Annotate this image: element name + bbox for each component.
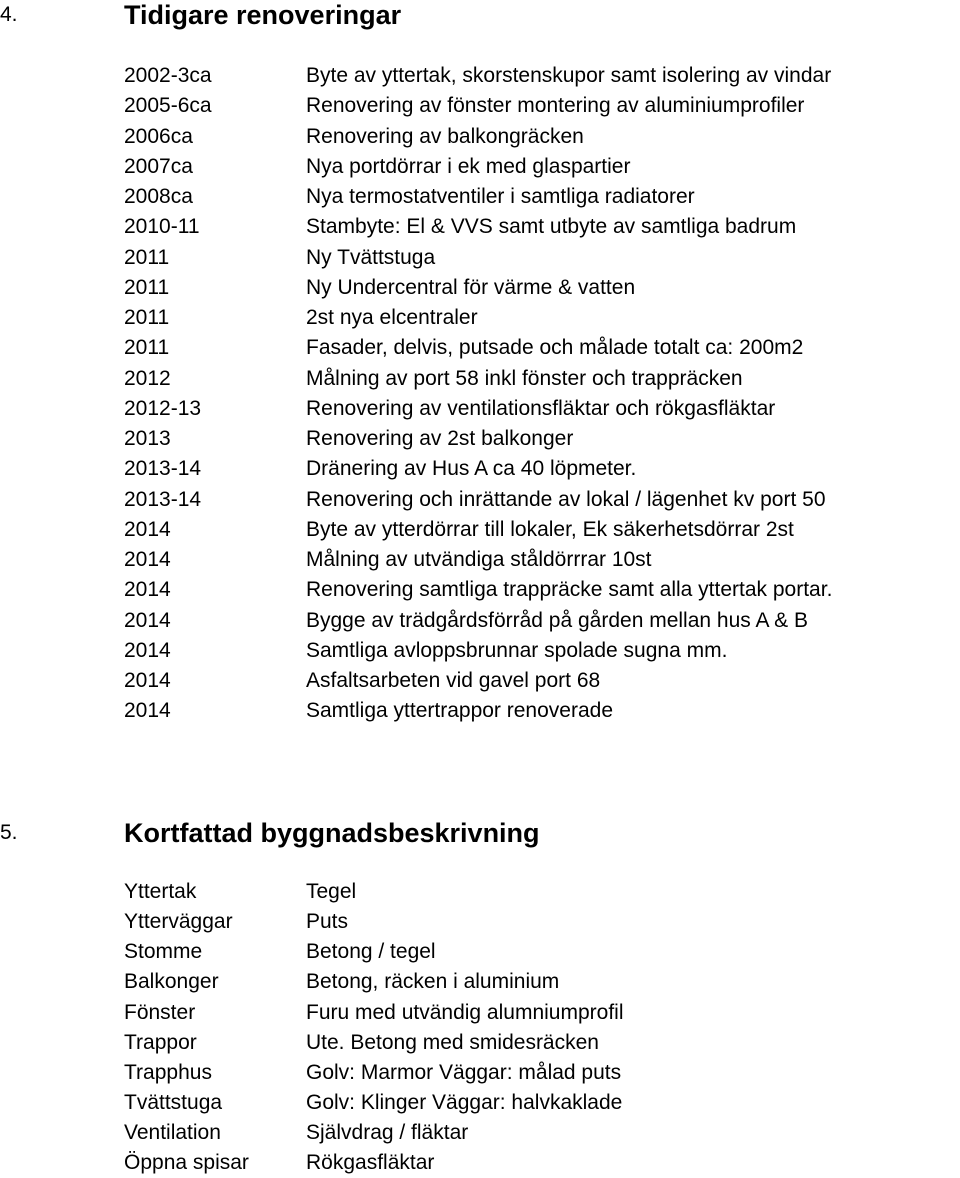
list-item [0, 333, 960, 363]
list-item [0, 364, 960, 394]
description: Nya portdörrar i ek med glaspartier [306, 154, 631, 178]
description: 2st nya elcentraler [306, 306, 478, 329]
year: 2007ca [124, 154, 193, 178]
list-item [0, 1118, 960, 1148]
description: Bygge av trädgårdsförråd på gården mellan hus A & B [306, 608, 808, 632]
description: Ny Undercentral för värme & vatten [306, 275, 636, 299]
list-item [0, 182, 960, 212]
year: 2011 [124, 245, 170, 269]
list-item [0, 937, 960, 967]
renovation-list [0, 61, 960, 727]
section-title: Kortfattad byggnadsbeskrivning [124, 818, 540, 848]
list-item [0, 606, 960, 636]
list-item [0, 91, 960, 121]
list-item [0, 1148, 960, 1178]
year: 2005-6ca [124, 94, 212, 118]
description: Byte av yttertak, skorstenskupor samt isolering av vindar [306, 64, 832, 87]
list-item [0, 152, 960, 182]
list-item [0, 545, 960, 575]
description: Stambyte: El & VVS samt utbyte av samtliga badrum [306, 215, 797, 239]
description: Fasader, delvis, putsade och målade totalt ca: 200m2 [306, 336, 804, 360]
year: 2013 [124, 427, 171, 450]
year: 2014 [124, 669, 171, 692]
year: 2006ca [124, 124, 193, 148]
description: Byte av ytterdörrar till lokaler, Ek säkerhetsdörrar 2st [306, 517, 794, 541]
list-item [0, 515, 960, 545]
property-value: Puts [306, 910, 349, 934]
description: Asfaltsarbeten vid gavel port 68 [306, 669, 601, 692]
property-label: Öppna spisar [124, 1151, 249, 1175]
year: 2014 [124, 548, 171, 571]
year: 2014 [124, 517, 171, 541]
year: 2014 [124, 638, 171, 662]
year: 2011 [124, 336, 170, 360]
property-value: Betong, räcken i aluminium [306, 970, 560, 994]
list-item [0, 575, 960, 605]
list-item [0, 424, 960, 454]
description: Målning av utvändiga ståldörrrar 10st [306, 548, 652, 571]
list-item [0, 967, 960, 997]
year: 2013-14 [124, 487, 202, 511]
list-item [0, 1028, 960, 1058]
section-number: 5. [0, 821, 18, 844]
property-value: Betong / tegel [306, 940, 436, 964]
year: 2012-13 [124, 396, 202, 420]
description: Samtliga yttertrappor renoverade [306, 699, 613, 723]
list-item [0, 877, 960, 907]
description: Renovering av ventilationsfläktar och rökgasfläktar [306, 396, 776, 420]
property-label: Trapphus [124, 1060, 212, 1084]
property-label: Fönster [124, 1000, 196, 1024]
year: 2014 [124, 608, 171, 632]
year: 2011 [124, 306, 170, 329]
property-label: Balkonger [124, 970, 219, 994]
year: 2008ca [124, 185, 193, 208]
description: Dränering av Hus A ca 40 löpmeter. [306, 457, 637, 481]
list-item [0, 998, 960, 1028]
property-value: Golv: Klinger Väggar: halvkaklade [306, 1090, 623, 1114]
list-item [0, 212, 960, 242]
list-item [0, 61, 960, 91]
section-title: Tidigare renoveringar [124, 0, 402, 30]
list-item [0, 122, 960, 152]
property-value: Ute. Betong med smidesräcken [306, 1030, 599, 1054]
year: 2012 [124, 366, 171, 390]
section-heading-building-description [0, 818, 960, 852]
description: Renovering av fönster montering av aluminiumprofiler [306, 94, 805, 118]
list-item [0, 636, 960, 666]
description: Renovering av balkongräcken [306, 124, 584, 148]
description: Ny Tvättstuga [306, 245, 436, 269]
list-item [0, 696, 960, 726]
list-item [0, 454, 960, 484]
property-value: Tegel [306, 880, 357, 903]
description: Renovering samtliga trappräcke samt alla yttertak portar. [306, 578, 833, 602]
list-item [0, 394, 960, 424]
description: Nya termostatventiler i samtliga radiatorer [306, 185, 695, 208]
property-label: Trappor [124, 1030, 197, 1054]
description: Samtliga avloppsbrunnar spolade sugna mm. [306, 638, 728, 662]
year: 2011 [124, 275, 170, 299]
list-item [0, 485, 960, 515]
property-label: Ventilation [124, 1121, 221, 1145]
property-label: Tvättstuga [124, 1090, 223, 1114]
property-label: Stomme [124, 940, 203, 964]
property-value: Rökgasfläktar [306, 1151, 435, 1175]
description: Renovering och inrättande av lokal / lägenhet kv port 50 [306, 487, 826, 511]
building-description-list [0, 877, 960, 1178]
list-item [0, 243, 960, 273]
property-label: Yttertak [124, 880, 197, 903]
year: 2002-3ca [124, 64, 212, 87]
year: 2014 [124, 578, 171, 602]
description: Målning av port 58 inkl fönster och trappräcken [306, 366, 743, 390]
property-label: Ytterväggar [124, 910, 233, 934]
list-item [0, 1088, 960, 1118]
year: 2010-11 [124, 215, 200, 239]
list-item [0, 907, 960, 937]
section-number: 4. [0, 3, 18, 26]
property-value: Självdrag / fläktar [306, 1121, 469, 1145]
property-value: Golv: Marmor Väggar: målad puts [306, 1060, 622, 1084]
section-heading-renovations [0, 0, 960, 34]
list-item [0, 666, 960, 696]
year: 2014 [124, 699, 171, 723]
list-item [0, 303, 960, 333]
list-item [0, 273, 960, 303]
list-item [0, 1058, 960, 1088]
year: 2013-14 [124, 457, 202, 481]
property-value: Furu med utvändig alumniumprofil [306, 1000, 624, 1024]
description: Renovering av 2st balkonger [306, 427, 574, 450]
